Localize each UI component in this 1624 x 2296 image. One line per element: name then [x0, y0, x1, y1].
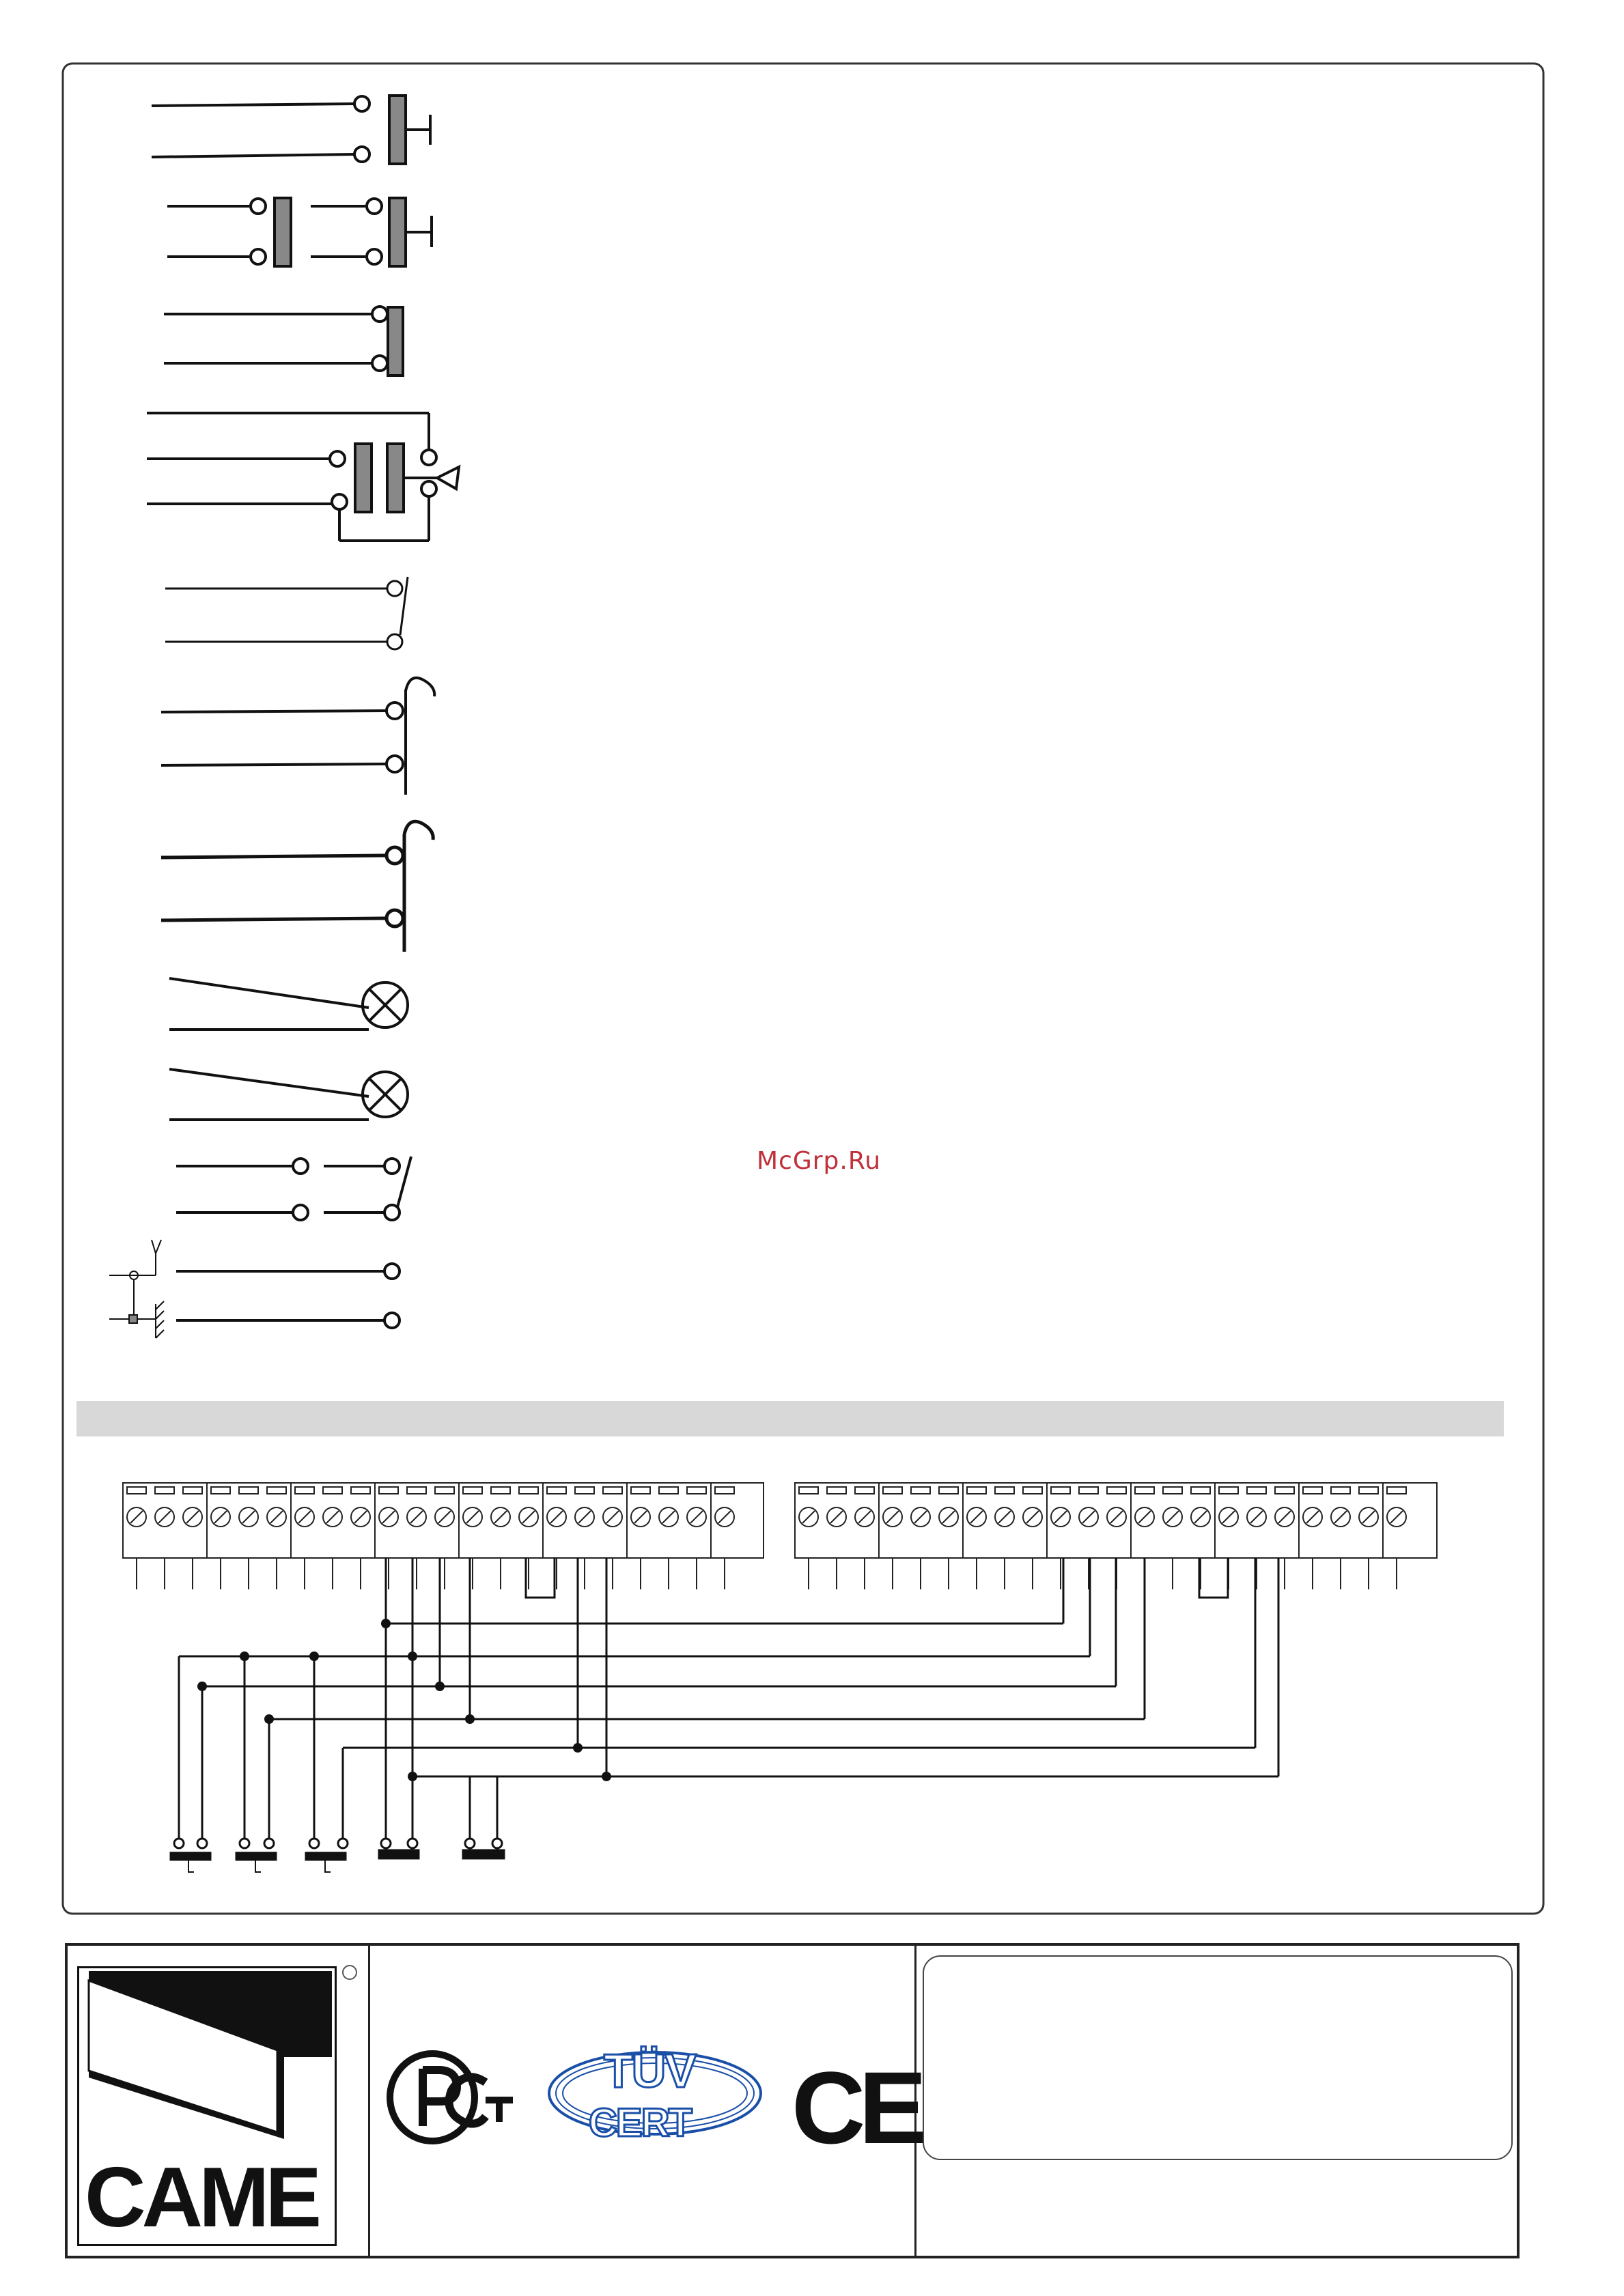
terminal-notch [267, 1487, 286, 1494]
footer [65, 1943, 1520, 2258]
terminal-notch [519, 1487, 538, 1494]
terminal-notch [239, 1487, 258, 1494]
terminal-notch [939, 1487, 958, 1494]
terminal-notch [687, 1487, 706, 1494]
terminal-notch [1079, 1487, 1098, 1494]
terminal-notch [1023, 1487, 1042, 1494]
terminal-notch [379, 1487, 398, 1494]
terminal-notch [155, 1487, 174, 1494]
terminal-notch [827, 1487, 846, 1494]
watermark: McGrp.Ru [757, 1147, 882, 1175]
terminal-notch [1359, 1487, 1378, 1494]
terminal-notch [211, 1487, 230, 1494]
tuv-label: TÜV [604, 2044, 695, 2097]
device-buttons [171, 1839, 504, 1872]
terminal-notch [1331, 1487, 1350, 1494]
symbol-flashing-lamp [169, 978, 408, 1030]
terminal-notch [463, 1487, 482, 1494]
symbol-antenna [109, 1240, 400, 1338]
terminal-notch [1135, 1487, 1154, 1494]
terminal-notch [1247, 1487, 1266, 1494]
symbol-push-button [152, 96, 430, 164]
symbol-safety-contact-2 [161, 821, 433, 952]
notes-box [923, 1955, 1513, 2160]
terminal-notch [1191, 1487, 1210, 1494]
terminal-notch [1275, 1487, 1294, 1494]
terminal-notch [715, 1487, 734, 1494]
symbol-safety-contact [161, 678, 434, 795]
terminal-notch [1303, 1487, 1322, 1494]
terminal-notch [603, 1487, 622, 1494]
terminal-notch [631, 1487, 650, 1494]
terminal-notch [995, 1487, 1014, 1494]
diagram-frame [63, 63, 1543, 1914]
cert-label: CERT [589, 2101, 691, 2145]
symbol-photocell [147, 413, 459, 541]
terminal-notch [547, 1487, 566, 1494]
footer-divider [368, 1946, 370, 2256]
terminal-board [123, 1483, 1437, 1589]
symbol-courtesy-lamp [169, 1069, 408, 1120]
terminal-notch [407, 1487, 426, 1494]
ce-mark-icon: CE [792, 2050, 921, 2165]
terminal-notch [1107, 1487, 1126, 1494]
terminal-notch [435, 1487, 454, 1494]
symbol-relay-contact [176, 1157, 411, 1220]
symbol-stop-button [164, 307, 403, 375]
terminal-notch [183, 1487, 202, 1494]
terminal-notch [575, 1487, 594, 1494]
bus-wiring [179, 1558, 1278, 1843]
terminal-notch [967, 1487, 986, 1494]
registered-icon [342, 1965, 357, 1980]
terminal-notch [799, 1487, 818, 1494]
terminal-notch [1387, 1487, 1406, 1494]
terminal-notch [883, 1487, 902, 1494]
bus-junctions [197, 1619, 611, 1781]
rst-certification-icon [383, 2041, 520, 2157]
terminal-notch [659, 1487, 678, 1494]
terminal-notch [491, 1487, 510, 1494]
terminal-notch [127, 1487, 146, 1494]
terminal-notch [911, 1487, 930, 1494]
terminal-notch [295, 1487, 314, 1494]
section-band [76, 1401, 1504, 1436]
came-logo [77, 1966, 337, 2246]
terminal-notch [351, 1487, 370, 1494]
brand-name: CAME [85, 2151, 318, 2245]
terminal-notch [1163, 1487, 1182, 1494]
terminal-notch [855, 1487, 874, 1494]
symbol-key-selector [167, 198, 432, 266]
terminal-notch [1051, 1487, 1070, 1494]
terminal-notch [323, 1487, 342, 1494]
terminal-notch [1219, 1487, 1238, 1494]
symbol-limit-switch [165, 577, 408, 649]
